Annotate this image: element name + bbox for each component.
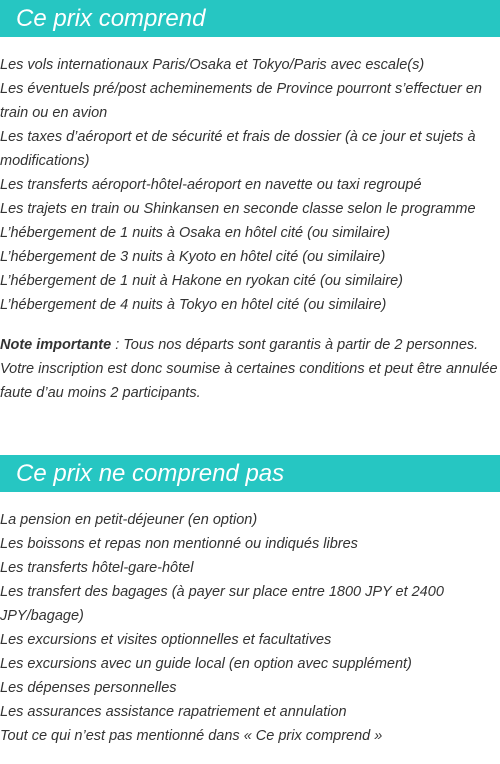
list-item: Les trajets en train ou Shinkansen en seconde classe selon le programme (0, 201, 476, 217)
list-item: Les boissons et repas non mentionné ou indiqués libres (0, 536, 358, 552)
includes-list (0, 53, 500, 317)
list-item: Les éventuels pré/post acheminements de Province pourront s’effectuer en train ou en avion (0, 81, 482, 121)
section-title-includes: Ce prix comprend (16, 5, 206, 32)
section-title-excludes: Ce prix ne comprend pas (16, 460, 285, 487)
list-item: La pension en petit-déjeuner (en option) (0, 512, 258, 528)
list-item: L’hébergement de 1 nuits à Osaka en hôtel cité (ou similaire) (0, 225, 391, 241)
list-item: L’hébergement de 1 nuit à Hakone en ryokan cité (ou similaire) (0, 273, 404, 289)
list-item: L’hébergement de 3 nuits à Kyoto en hôtel cité (ou similaire) (0, 249, 386, 265)
list-item: Les transfert des bagages (à payer sur place entre 1800 JPY et 2400 JPY/bagage) (0, 584, 444, 624)
list-item: Tout ce qui n’est pas mentionné dans « Ce prix comprend » (0, 728, 383, 744)
excludes-list (0, 508, 500, 748)
list-item: Les taxes d’aéroport et de sécurité et frais de dossier (à ce jour et sujets à modifications) (0, 129, 476, 169)
list-item: Les transferts hôtel-gare-hôtel (0, 560, 194, 576)
list-item: Les transferts aéroport-hôtel-aéroport en navette ou taxi regroupé (0, 177, 422, 193)
list-item: Les assurances assistance rapatriement et annulation (0, 704, 347, 720)
list-item: Les vols internationaux Paris/Osaka et Tokyo/Paris avec escale(s) (0, 57, 425, 73)
note-text: : Tous nos départs sont garantis à partir de 2 personnes. Votre inscription est donc soumise à certaines conditions et peut être annulée faute d’au moins 2 participants. (0, 337, 498, 401)
list-item: Les excursions avec un guide local (en option avec supplément) (0, 656, 412, 672)
list-item: Les excursions et visites optionnelles et facultatives (0, 632, 332, 648)
list-item: L’hébergement de 4 nuits à Tokyo en hôtel cité (ou similaire) (0, 297, 387, 313)
important-note (0, 333, 500, 405)
section-header-includes (0, 0, 500, 37)
list-item: Les dépenses personnelles (0, 680, 177, 696)
section-header-excludes (0, 455, 500, 492)
note-label: Note importante (0, 337, 112, 353)
